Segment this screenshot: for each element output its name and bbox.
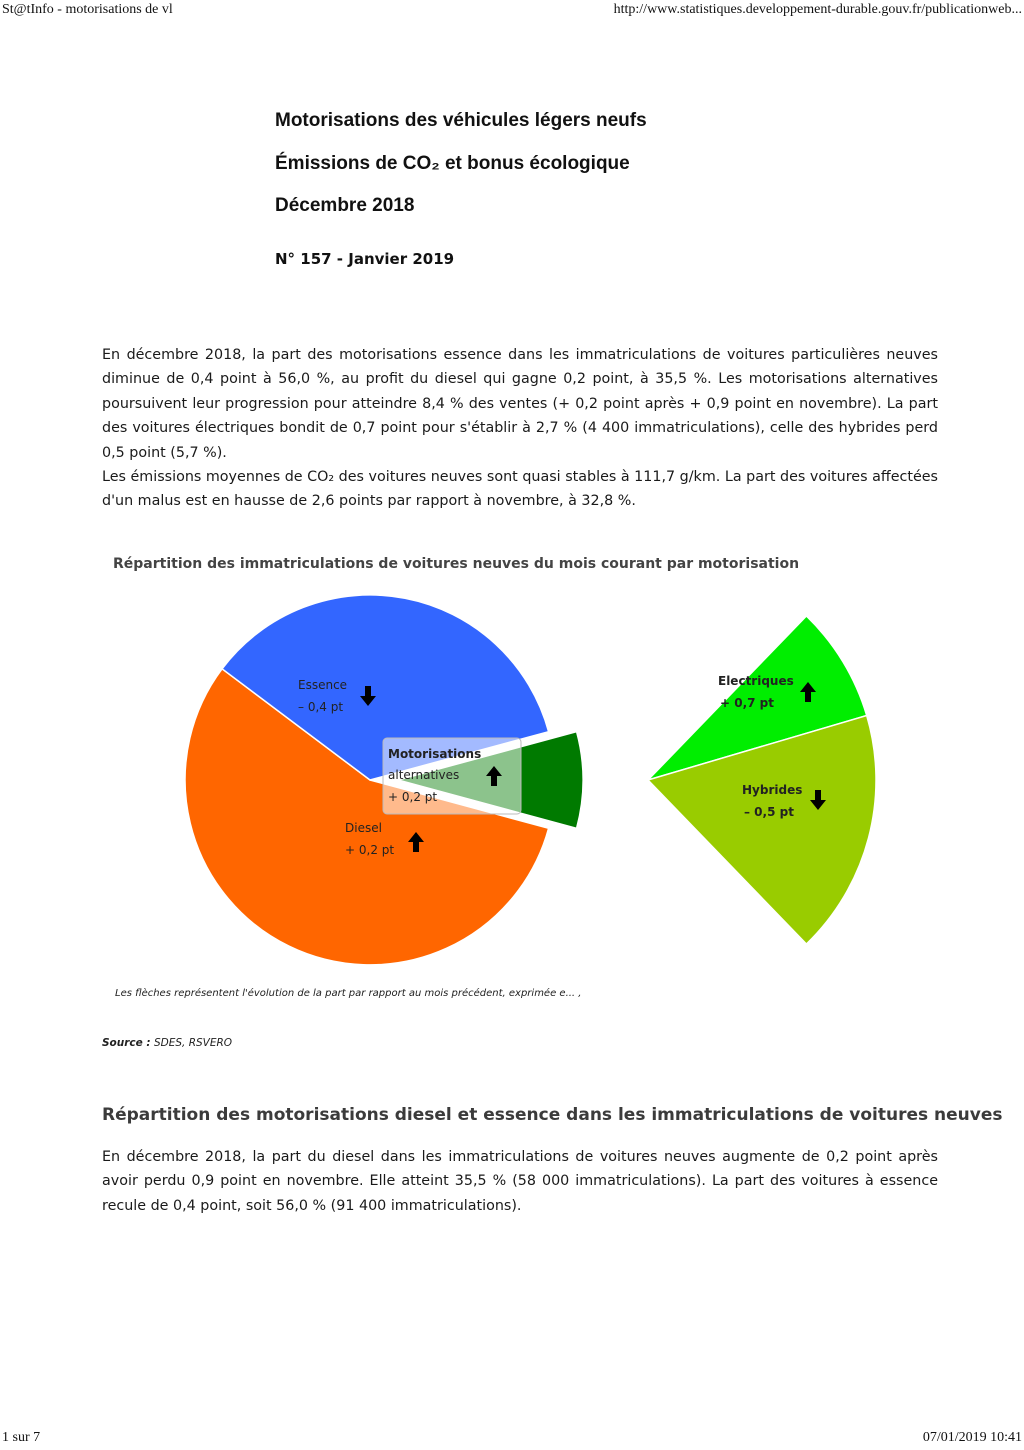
- label-alternatives-name-line2: alternatives: [388, 768, 460, 782]
- pie-of-pie-chart: [0, 580, 1024, 980]
- source-text: SDES, RSVERO: [150, 1037, 233, 1049]
- chart-note: Les flèches représentent l'évolution de la part par rapport au mois précédent, exprimée e... ,: [115, 988, 582, 999]
- label-diesel-name: Diesel: [345, 821, 382, 835]
- label-diesel-change: + 0,2 pt: [345, 843, 395, 857]
- label-essence-name: Essence: [298, 678, 348, 692]
- label-alternatives-change: + 0,2 pt: [388, 790, 438, 804]
- print-header-url: http://www.statistiques.developpement-durable.gouv.fr/publicationweb...: [613, 2, 1022, 17]
- section-title: Répartition des motorisations diesel et essence dans les immatriculations de voitures neuves: [102, 1105, 1003, 1125]
- label-electriques-change: + 0,7 pt: [720, 696, 774, 710]
- print-footer-page: 1 sur 7: [2, 1430, 41, 1445]
- label-alternatives-name-line1: Motorisations: [388, 747, 482, 761]
- print-header-title: St@tInfo - motorisations de vl: [2, 2, 173, 17]
- document-subtitle: Émissions de CO₂ et bonus écologique: [275, 152, 630, 174]
- chart-title: Répartition des immatriculations de voitures neuves du mois courant par motorisation: [113, 556, 800, 572]
- intro-paragraph-1: En décembre 2018, la part des motorisations essence dans les immatriculations de voitures particulières neuves diminue de 0,4 point à 56,0 %, au profit du diesel qui gagne 0,2 point, à 35,5 %. Les motorisations alternatives poursuivent leur progression pour atteindre 8,4 % des ventes (+ 0,2 point après + 0,9 point en novembre). La part des voitures électriques bondit de 0,7 point pour s'établir à 2,7 % (4 400 immatriculations), celle des hybrides perd 0,5 point (5,7 %).: [102, 347, 938, 461]
- label-hybrides-name: Hybrides: [742, 783, 803, 797]
- section-text: En décembre 2018, la part du diesel dans les immatriculations de voitures neuves augmente de 0,2 point après avoir perdu 0,9 point en novembre. Elle atteint 35,5 % (58 000 immatriculations). La part des voitures à essence recule de 0,4 point, soit 56,0 % (91 400 immatriculations).: [102, 1149, 938, 1214]
- document-title: Motorisations des véhicules légers neufs: [275, 110, 647, 131]
- label-hybrides-change: – 0,5 pt: [744, 805, 794, 819]
- intro-text: [102, 343, 938, 514]
- issue-number: N° 157 - Janvier 2019: [275, 250, 455, 268]
- connector-line-top: [577, 732, 648, 780]
- print-footer-datetime: 07/01/2019 10:41: [922, 1430, 1022, 1445]
- chart-source: [102, 1037, 232, 1049]
- connector-line-bottom: [577, 780, 648, 828]
- label-essence-change: – 0,4 pt: [298, 700, 344, 714]
- intro-paragraph-2: Les émissions moyennes de CO₂ des voitures neuves sont quasi stables à 111,7 g/km. La part des voitures affectées d'un malus est en hausse de 2,6 points par rapport à novembre, à 32,8 %.: [102, 469, 938, 510]
- label-electriques-name: Electriques: [718, 674, 794, 688]
- document-period: Décembre 2018: [275, 195, 415, 216]
- source-label: Source :: [102, 1037, 151, 1049]
- document-title-block: [275, 108, 647, 236]
